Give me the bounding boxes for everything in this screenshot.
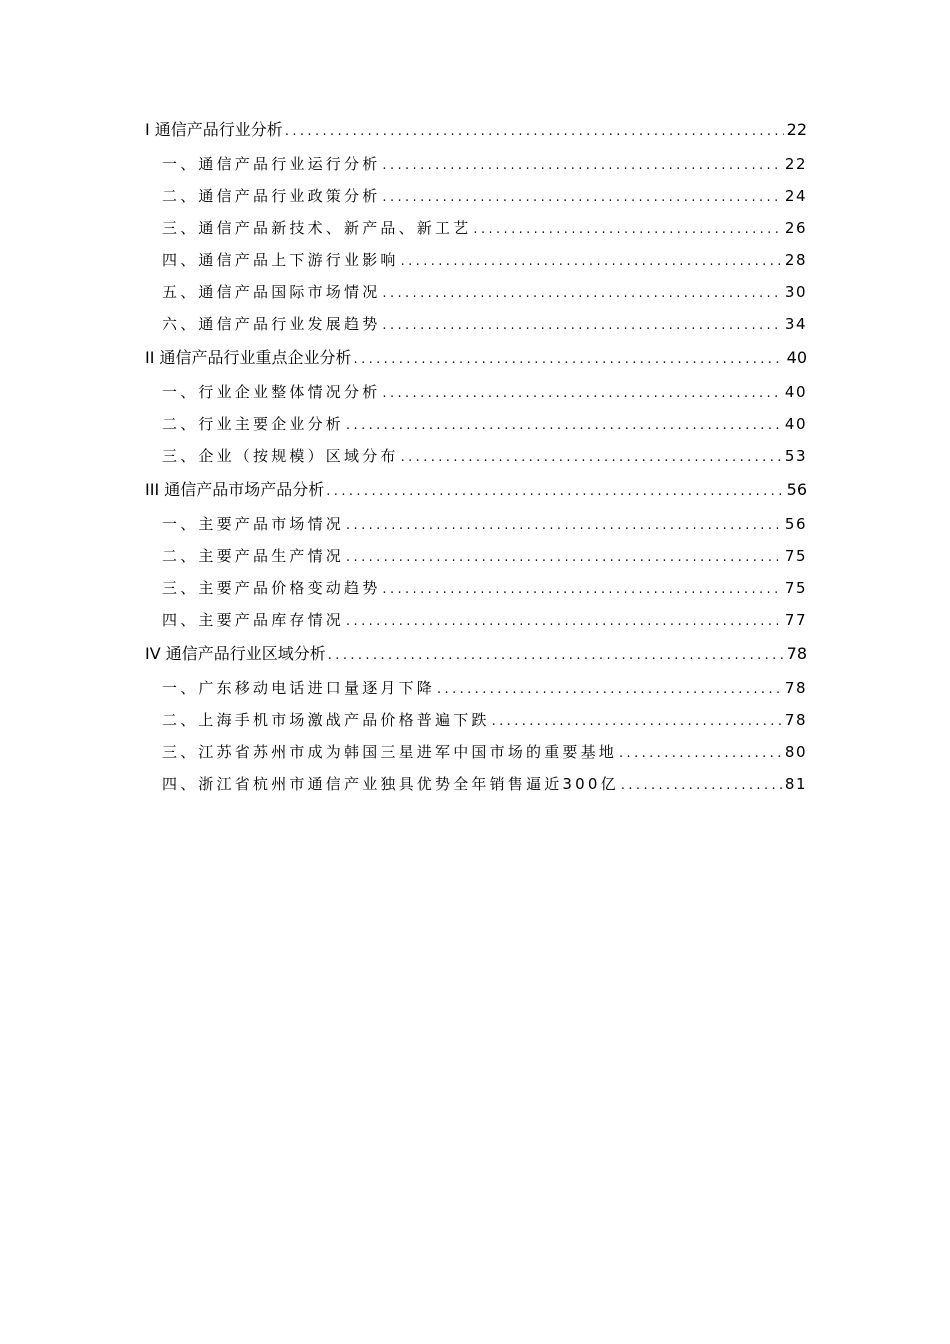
toc-page-number: 78 xyxy=(784,679,807,697)
toc-page-number: 75 xyxy=(784,579,807,597)
dot-leader xyxy=(473,214,782,246)
toc-section-title: 二、主要产品生产情况 xyxy=(162,547,345,565)
dot-leader xyxy=(354,342,784,378)
toc-section[interactable] xyxy=(145,180,807,212)
toc-chapter-3[interactable] xyxy=(145,472,807,508)
toc-page-number: 26 xyxy=(784,219,807,237)
toc-section-title: 二、行业主要企业分析 xyxy=(162,415,345,433)
toc-page-number: 77 xyxy=(784,611,807,629)
dot-leader xyxy=(346,410,782,442)
toc-chapter-1[interactable] xyxy=(145,112,807,148)
dot-leader xyxy=(401,442,782,474)
table-of-contents xyxy=(145,112,807,800)
toc-page-number: 56 xyxy=(784,515,807,533)
toc-page-number: 34 xyxy=(784,315,807,333)
toc-page-number: 75 xyxy=(784,547,807,565)
dot-leader xyxy=(401,246,782,278)
toc-section-title: 二、上海手机市场激战产品价格普遍下跌 xyxy=(162,711,490,729)
dot-leader xyxy=(382,574,782,606)
dot-leader xyxy=(619,738,782,770)
toc-section-title: 一、通信产品行业运行分析 xyxy=(162,155,381,173)
toc-section-title: 三、主要产品价格变动趋势 xyxy=(162,579,381,597)
toc-section[interactable] xyxy=(145,408,807,440)
dot-leader xyxy=(328,638,784,674)
toc-section[interactable] xyxy=(145,540,807,572)
dot-leader xyxy=(382,378,782,410)
toc-section[interactable] xyxy=(145,308,807,340)
toc-chapter-2[interactable] xyxy=(145,340,807,376)
toc-section-title: 六、通信产品行业发展趋势 xyxy=(162,315,381,333)
toc-page-number: 28 xyxy=(784,251,807,269)
toc-chapter-title: IV 通信产品行业区域分析 xyxy=(145,644,326,663)
dot-leader xyxy=(621,770,782,802)
toc-section[interactable] xyxy=(145,672,807,704)
toc-section[interactable] xyxy=(145,212,807,244)
toc-section[interactable] xyxy=(145,376,807,408)
toc-section[interactable] xyxy=(145,244,807,276)
toc-section[interactable] xyxy=(145,148,807,180)
toc-page-number: 22 xyxy=(786,120,807,139)
toc-page-number: 30 xyxy=(784,283,807,301)
dot-leader xyxy=(346,606,782,638)
toc-page-number: 81 xyxy=(784,775,807,793)
toc-section-title: 一、广东移动电话进口量逐月下降 xyxy=(162,679,436,697)
dot-leader xyxy=(437,674,782,706)
toc-section-title: 四、浙江省杭州市通信产业独具优势全年销售逼近300亿 xyxy=(162,775,619,793)
toc-section-title: 三、企业（按规模）区域分布 xyxy=(162,447,399,465)
toc-section-title: 三、江苏省苏州市成为韩国三星进军中国市场的重要基地 xyxy=(162,743,618,761)
dot-leader xyxy=(285,114,784,150)
toc-page-number: 40 xyxy=(784,383,807,401)
toc-section-title: 三、通信产品新技术、新产品、新工艺 xyxy=(162,219,472,237)
toc-chapter-title: II 通信产品行业重点企业分析 xyxy=(145,348,352,367)
dot-leader xyxy=(346,542,782,574)
toc-section[interactable] xyxy=(145,276,807,308)
toc-page-number: 80 xyxy=(784,743,807,761)
toc-page-number: 24 xyxy=(784,187,807,205)
toc-section-title: 一、主要产品市场情况 xyxy=(162,515,345,533)
toc-page-number: 78 xyxy=(784,711,807,729)
dot-leader xyxy=(326,474,783,510)
toc-page-number: 56 xyxy=(786,480,807,499)
toc-chapter-title: III 通信产品市场产品分析 xyxy=(145,480,325,499)
toc-section[interactable] xyxy=(145,508,807,540)
toc-chapter-4[interactable] xyxy=(145,636,807,672)
toc-section-title: 四、通信产品上下游行业影响 xyxy=(162,251,399,269)
toc-section-title: 二、通信产品行业政策分析 xyxy=(162,187,381,205)
dot-leader xyxy=(382,182,782,214)
toc-section[interactable] xyxy=(145,736,807,768)
dot-leader xyxy=(492,706,782,738)
toc-section[interactable] xyxy=(145,572,807,604)
toc-section[interactable] xyxy=(145,768,807,800)
toc-section[interactable] xyxy=(145,604,807,636)
toc-page-number: 53 xyxy=(784,447,807,465)
toc-section[interactable] xyxy=(145,440,807,472)
toc-page-number: 40 xyxy=(786,348,807,367)
dot-leader xyxy=(382,278,782,310)
toc-section-title: 四、主要产品库存情况 xyxy=(162,611,345,629)
toc-section-title: 五、通信产品国际市场情况 xyxy=(162,283,381,301)
dot-leader xyxy=(346,510,782,542)
dot-leader xyxy=(382,310,782,342)
toc-page-number: 22 xyxy=(784,155,807,173)
toc-page-number: 78 xyxy=(786,644,807,663)
toc-section-title: 一、行业企业整体情况分析 xyxy=(162,383,381,401)
toc-section[interactable] xyxy=(145,704,807,736)
dot-leader xyxy=(382,150,782,182)
toc-chapter-title: I 通信产品行业分析 xyxy=(145,120,283,139)
toc-page-number: 40 xyxy=(784,415,807,433)
